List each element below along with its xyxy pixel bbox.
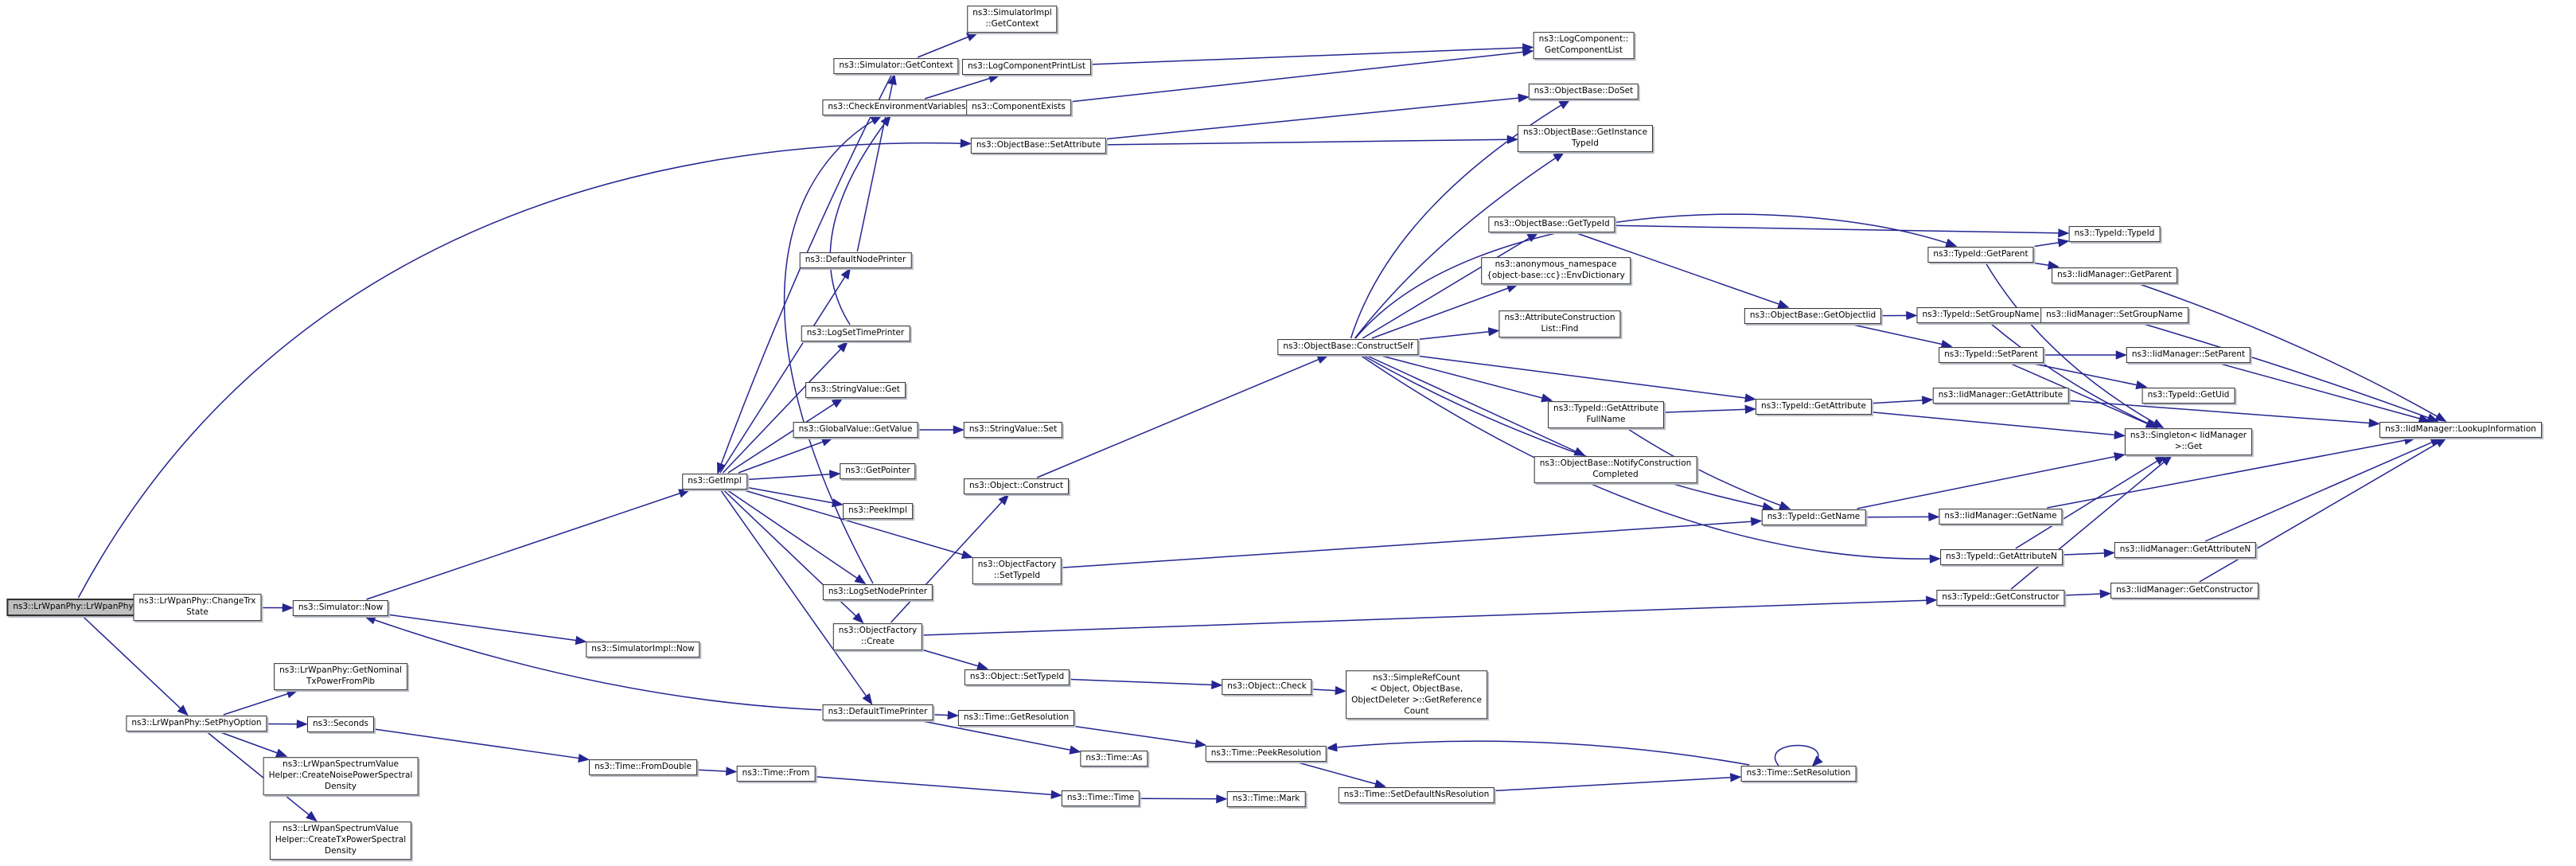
graph-node-componentexists[interactable]: ns3::ComponentExists [966,99,1071,115]
graph-node-setparent[interactable]: ns3::TypeId::SetParent [1939,347,2044,363]
edge-setparent-getuid [2033,364,2145,387]
graph-node-iidgetparent[interactable]: ns3::IidManager::GetParent [2052,267,2177,283]
graph-node-seconds[interactable]: ns3::Seconds [307,716,374,732]
edge-lrwpanphy-setattr [78,143,970,598]
graph-node-printlist[interactable]: ns3::LogComponentPrintList [962,59,1091,75]
graph-node-getinstance[interactable]: ns3::ObjectBase::GetInstance TypeId [1518,125,1653,152]
graph-node-timetime[interactable]: ns3::Time::Time [1062,790,1140,806]
graph-node-refcount[interactable]: ns3::SimpleRefCount < Object, ObjectBase, ObjectDeleter >::GetReference Count [1346,670,1487,719]
graph-node-defaulttimeprinter[interactable]: ns3::DefaultTimePrinter [823,704,933,720]
edge-iidgetconstructor-lookup [2200,439,2445,582]
edge-setdefns-setres [1495,777,1740,790]
graph-node-peekimpl[interactable]: ns3::PeekImpl [843,503,913,519]
graph-node-constructself[interactable]: ns3::ObjectBase::ConstructSelf [1277,339,1418,355]
graph-node-objconstruct[interactable]: ns3::Object::Construct [964,478,1069,494]
edge-check-refcount [1313,689,1346,691]
graph-node-setgroup[interactable]: ns3::TypeId::SetGroupName [1916,307,2044,323]
graph-node-ofcreate[interactable]: ns3::ObjectFactory ::Create [833,623,922,650]
edge-objsettypeid-check [1070,680,1222,685]
graph-node-lookup[interactable]: ns3::IidManager::LookupInformation [2379,422,2542,438]
graph-node-getattrn[interactable]: ns3::TypeId::GetAttributeN [1940,549,2063,565]
graph-node-objsettypeid[interactable]: ns3::Object::SetTypeId [965,669,1070,685]
graph-node-setdefns[interactable]: ns3::Time::SetDefaultNsResolution [1339,787,1495,803]
graph-node-gettypeid[interactable]: ns3::ObjectBase::GetTypeId [1488,216,1615,232]
graph-node-iidsetparent[interactable]: ns3::IidManager::SetParent [2126,347,2251,363]
edge-timetime-mark [1140,798,1226,799]
graph-node-lrwpanphy[interactable]: ns3::LrWpanPhy::LrWpanPhy [6,599,139,616]
edge-objconstruct-constructself [1037,356,1327,478]
graph-node-svset[interactable]: ns3::StringValue::Set [964,422,1062,438]
graph-node-setattr[interactable]: ns3::ObjectBase::SetAttribute [971,138,1106,154]
edge-constructself-aclfind [1420,330,1498,339]
graph-node-setphy[interactable]: ns3::LrWpanPhy::SetPhyOption [126,716,267,731]
graph-node-getname[interactable]: ns3::TypeId::GetName [1762,509,1866,525]
graph-node-getobjectiid[interactable]: ns3::ObjectBase::GetObjectIid [1744,308,1881,324]
edge-getimpl-getpointer [748,474,840,479]
edge-setattr-doset [1107,97,1528,139]
graph-node-mark[interactable]: ns3::Time::Mark [1227,791,1306,807]
edge-getparent-iidgetparent [2035,263,2058,267]
edge-fullname-getattr [1665,409,1755,412]
graph-node-getparent[interactable]: ns3::TypeId::GetParent [1927,247,2033,263]
graph-node-fullname[interactable]: ns3::TypeId::GetAttribute FullName [1548,401,1664,428]
edge-getres-peekres [1075,727,1205,745]
graph-node-txpsd[interactable]: ns3::LrWpanSpectrumValue Helper::CreateTxPowerSpectral Density [270,821,411,860]
graph-node-iidgetname[interactable]: ns3::IidManager::GetName [1939,509,2062,525]
graph-node-noisepsd[interactable]: ns3::LrWpanSpectrumValue Helper::CreateNoisePowerSpectral Density [263,757,419,795]
edge-getattrn-singletonget [2016,456,2165,548]
edge-getcontext-getimpl [718,75,891,473]
edge-iidsetgroup-lookup [2144,324,2438,421]
graph-node-getpointer[interactable]: ns3::GetPointer [840,463,915,479]
edge-getattrn-iidgetattrn [2064,553,2114,555]
edge-lrwpanphy-setphy [84,617,188,715]
edge-peekres-setdefns [1298,763,1385,786]
edge-ofcreate-objsettypeid [923,650,987,669]
graph-node-doset[interactable]: ns3::ObjectBase::DoSet [1529,84,1639,99]
graph-node-getnominal[interactable]: ns3::LrWpanPhy::GetNominal TxPowerFromPib [274,663,407,690]
edge-defaulttimeprinter-now [365,617,821,710]
edge-setattr-getinstance [1107,139,1517,145]
graph-node-getcontext[interactable]: ns3::Simulator::GetContext [833,58,958,74]
edge-getimpl-defaultnodeprinter [720,269,850,473]
edge-setphy-getnominal [224,691,297,715]
graph-node-iidgetattrn[interactable]: ns3::IidManager::GetAttributeN [2114,542,2256,558]
edge-iidgetattr-lookup [2070,400,2379,423]
edge-getattr-singletonget [1873,412,2124,436]
edge-setgroup-singletonget [1991,324,2157,427]
graph-node-defaultnodeprinter[interactable]: ns3::DefaultNodePrinter [800,252,912,268]
edge-ofcreate-getconstructor [923,600,1936,635]
graph-node-notify[interactable]: ns3::ObjectBase::NotifyConstruction Completed [1534,456,1697,483]
edge-defaulttimeprinter-getres [934,715,958,716]
graph-node-peekres[interactable]: ns3::Time::PeekResolution [1206,746,1327,762]
graph-node-iidgetconstructor[interactable]: ns3::IidManager::GetConstructor [2110,583,2258,599]
graph-node-iidgetattr[interactable]: ns3::IidManager::GetAttribute [1933,388,2069,404]
graph-node-getuid[interactable]: ns3::TypeId::GetUid [2142,388,2235,404]
graph-node-checkenv[interactable]: ns3::CheckEnvironmentVariables [822,99,971,115]
graph-node-from[interactable]: ns3::Time::From [737,766,816,782]
graph-node-ofsettypeid[interactable]: ns3::ObjectFactory ::SetTypeId [972,557,1062,584]
graph-node-svget[interactable]: ns3::StringValue::Get [805,382,906,398]
edge-setres-setres [1775,746,1818,767]
graph-node-iidsetgroup[interactable]: ns3::IidManager::SetGroupName [2040,307,2188,323]
edge-getcontext-simgetcontext [918,33,976,57]
graph-node-logsettimeprinter[interactable]: ns3::LogSetTimePrinter [801,326,910,341]
graph-node-getattr[interactable]: ns3::TypeId::GetAttribute [1756,399,1872,415]
edge-from-timetime [816,777,1062,795]
graph-node-simnow[interactable]: ns3::SimulatorImpl::Now [586,642,700,657]
graph-node-changetrx[interactable]: ns3::LrWpanPhy::ChangeTrx State [133,594,261,621]
graph-node-singletonget[interactable]: ns3::Singleton< IidManager >::Get [2125,428,2252,455]
edge-setres-peekres [1327,741,1749,765]
edge-gettypeid-typeidctor [1616,225,2068,233]
edge-componentexists-complist [1072,51,1533,102]
graph-node-getimpl[interactable]: ns3::GetImpl [682,474,747,490]
graph-node-setres[interactable]: ns3::Time::SetResolution [1741,766,1857,782]
edge-constructself-getname [1364,356,1773,509]
edge-iidsetparent-lookup [2220,364,2429,421]
graph-node-complist[interactable]: ns3::LogComponent:: GetComponentList [1534,32,1635,59]
edge-getconstructor-iidgetconstructor [2066,594,2110,595]
edge-seconds-fromdouble [375,729,588,759]
edge-getimpl-gvgetvalue [739,439,832,473]
graph-node-check[interactable]: ns3::Object::Check [1222,679,1311,695]
graph-node-getconstructor[interactable]: ns3::TypeId::GetConstructor [1936,590,2064,606]
graph-node-envdict[interactable]: ns3::anonymous_namespace {object-base::cc}::EnvDictionary [1481,257,1631,284]
edge-fromdouble-from [698,770,736,771]
edge-now-simnow [389,614,586,642]
graph-node-aclfind[interactable]: ns3::AttributeConstruction List::Find [1498,310,1620,337]
graph-node-getres[interactable]: ns3::Time::GetResolution [958,710,1074,726]
edge-checkenv-printlist [925,76,999,99]
edge-getobjectiid-setparent [1853,325,1951,346]
edge-getparent-typeidctor [2035,241,2068,247]
graph-node-gvgetvalue[interactable]: ns3::GlobalValue::GetValue [793,422,918,438]
edge-printlist-complist [1092,47,1533,64]
edge-getimpl-ofcreate [724,490,863,622]
edge-ofsettypeid-getname [1062,521,1761,568]
edge-constructself-getattr [1417,356,1755,400]
graph-node-fromdouble[interactable]: ns3::Time::FromDouble [589,759,697,775]
graph-node-typeidctor[interactable]: ns3::TypeId::TypeId [2069,226,2161,242]
edge-now-getimpl [367,490,689,599]
graph-node-logsetnodeprinter[interactable]: ns3::LogSetNodePrinter [823,584,933,600]
edge-getimpl-ofsettypeid [744,490,972,557]
graph-node-timeas[interactable]: ns3::Time::As [1080,751,1148,767]
graph-node-now[interactable]: ns3::Simulator::Now [293,600,388,616]
graph-node-simgetcontext[interactable]: ns3::SimulatorImpl ::GetContext [967,6,1057,33]
edge-setphy-noisepsd [220,732,286,756]
edge-getattr-iidgetattr [1873,400,1932,403]
